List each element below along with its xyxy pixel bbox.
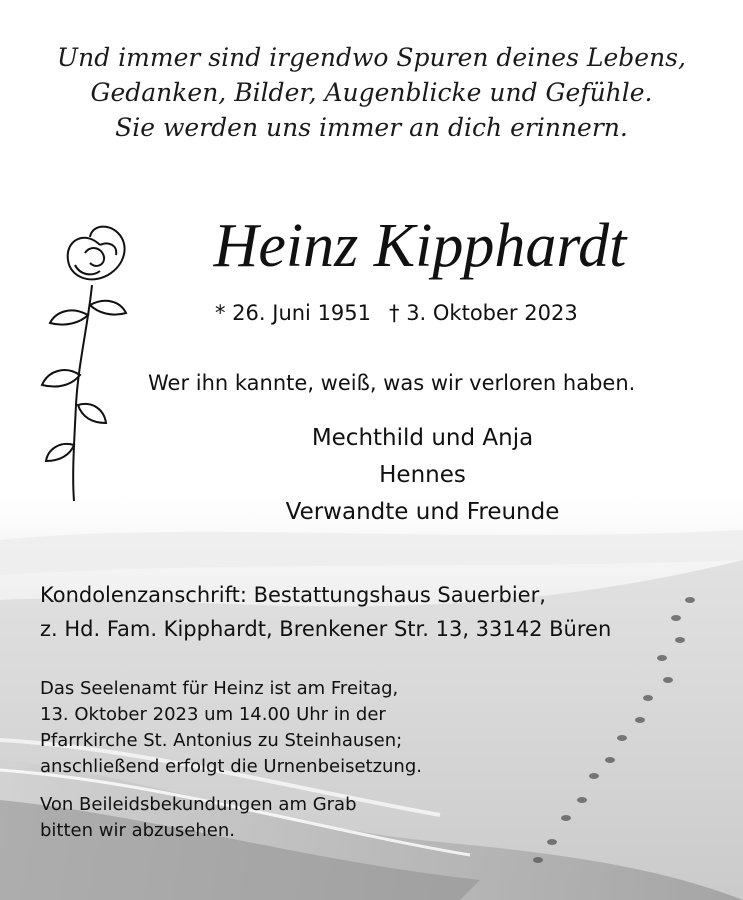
- death-date: † 3. Oktober 2023: [389, 301, 578, 325]
- deceased-name: Heinz Kipphardt: [213, 212, 627, 280]
- rose-icon: [30, 205, 150, 505]
- address-line: z. Hd. Fam. Kipphardt, Brenkener Str. 13, 33142 Büren: [40, 617, 612, 641]
- wish-line: Von Beileidsbekundungen am Grab: [40, 794, 357, 815]
- service-line: Das Seelenamt für Heinz ist am Freitag,: [40, 678, 399, 699]
- mourner-line: Hennes: [379, 462, 466, 488]
- life-dates: [215, 298, 596, 328]
- memorial-motto: Wer ihn kannte, weiß, was wir verloren haben.: [148, 371, 636, 395]
- condolence-address: [40, 578, 611, 646]
- memorial-quote: [0, 40, 743, 145]
- birth-date: * 26. Juni 1951: [215, 301, 372, 325]
- mourner-line: Verwandte und Freunde: [285, 499, 560, 525]
- condolence-wish: [40, 792, 357, 844]
- service-details: [40, 676, 422, 780]
- service-line: anschließend erfolgt die Urnenbeisetzung.: [40, 756, 422, 777]
- service-line: Pfarrkirche St. Antonius zu Steinhausen;: [40, 730, 403, 751]
- quote-line: Sie werden uns immer an dich erinnern.: [115, 113, 628, 142]
- service-line: 13. Oktober 2023 um 14.00 Uhr in der: [40, 704, 386, 725]
- wish-line: bitten wir abzusehen.: [40, 820, 235, 841]
- mourner-line: Mechthild und Anja: [311, 425, 534, 451]
- address-line: Kondolenzanschrift: Bestattungshaus Sauerbier,: [40, 583, 546, 607]
- quote-line: Gedanken, Bilder, Augenblicke und Gefühle.: [90, 78, 653, 107]
- mourners-list: [250, 420, 595, 531]
- quote-line: Und immer sind irgendwo Spuren deines Lebens,: [57, 43, 686, 72]
